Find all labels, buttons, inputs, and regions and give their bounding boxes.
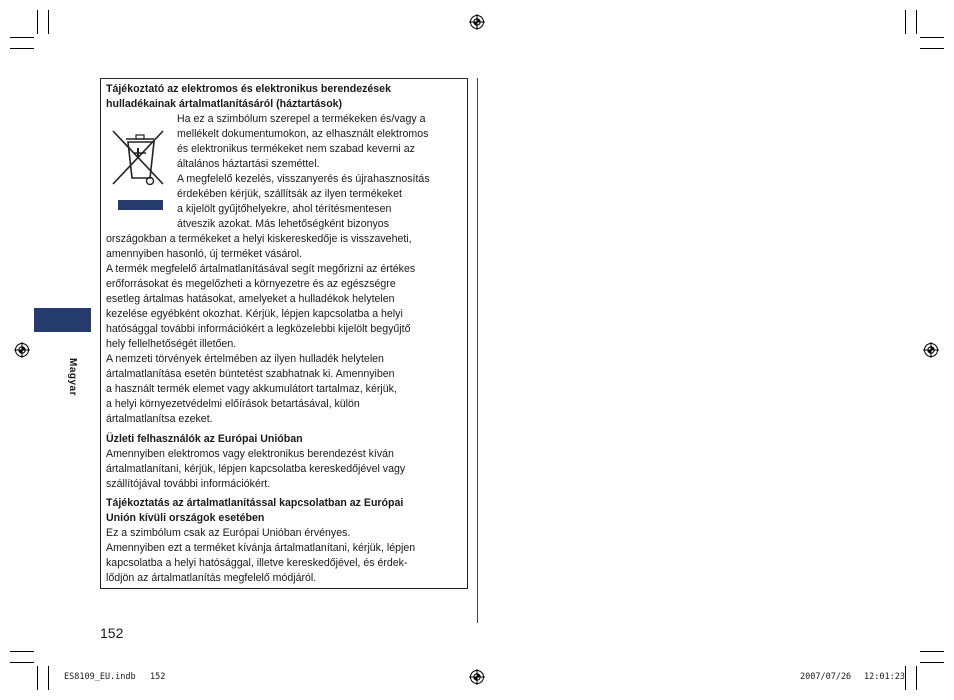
crop-mark (920, 662, 944, 663)
section-heading: Üzleti felhasználók az Európai Unióban (106, 433, 303, 445)
language-label: Magyar (67, 358, 78, 397)
crop-mark (48, 10, 49, 34)
registration-mark-icon (923, 342, 939, 358)
paragraph-line: lődjön az ártalmatlanítás megfelelő módjáról. (106, 572, 317, 584)
section-heading: Unión kívüli országok esetében (106, 512, 265, 524)
section-heading: hulladékainak ártalmatlanításáról (háztartások) (106, 98, 343, 110)
paragraph-line: a helyi környezetvédelmi előírások betartásával, külön (106, 398, 360, 410)
section-heading: Tájékoztatás az ártalmatlanítással kapcsolatban az Európai (106, 497, 404, 509)
paragraph-line: erőforrásokat és megelőzheti a környezetre és az egészségre (106, 278, 396, 290)
crop-mark (905, 666, 906, 690)
paragraph-line: A termék megfelelő ártalmatlanításával segít megőrizni az értékes (106, 263, 416, 275)
paragraph-line: átveszik azokat. Más lehetőségként bizonyos (177, 218, 389, 230)
paragraph-line: Amennyiben elektromos vagy elektronikus berendezést kíván (106, 448, 394, 460)
crop-mark (920, 48, 944, 49)
paragraph-line: szállítójával további információkért. (106, 478, 271, 490)
crop-mark (37, 10, 38, 34)
paragraph-line: amennyiben hasonló, új terméket vásárol. (106, 248, 303, 260)
registration-mark-icon (469, 14, 485, 30)
crop-mark (10, 37, 34, 38)
registration-mark-icon (469, 669, 485, 685)
crop-mark (48, 666, 49, 690)
footer-date: 2007/07/26 (800, 672, 852, 682)
crop-mark (905, 10, 906, 34)
paragraph-line: a használt termék elemet vagy akkumulátort tartalmaz, kérjük, (106, 383, 397, 395)
paragraph-line: hely fellelhetőségét illetően. (106, 338, 237, 350)
footer-file-name: ES8109_EU.indb (64, 672, 136, 682)
paragraph-line: Ez a szimbólum csak az Európai Unióban érvényes. (106, 527, 351, 539)
page-number: 152 (100, 625, 124, 641)
section-heading: Tájékoztató az elektromos és elektronikus berendezések (106, 83, 391, 95)
paragraph-line: érdekében kérjük, szállítsák az ilyen termékeket (177, 188, 402, 200)
paragraph-line: hatósággal további információkért a legközelebbi kijelölt begyűjtő (106, 323, 411, 335)
crop-mark (10, 662, 34, 663)
paragraph-line: esetleg ártalmas hatásokat, amelyeket a hulladékok helytelen (106, 293, 395, 305)
paragraph-line: a kijelölt gyűjtőhelyekre, ahol térítésmentesen (177, 203, 392, 215)
crop-mark (916, 10, 917, 34)
paragraph-line: ártalmatlanítsa ezeket. (106, 413, 213, 425)
language-tab (34, 308, 91, 332)
crop-mark (920, 651, 944, 652)
crop-mark (920, 37, 944, 38)
paragraph-line: mellékelt dokumentumokon, az elhasznált elektromos (177, 128, 429, 140)
paragraph-line: Ha ez a szimbólum szerepel a termékeken és/vagy a (177, 113, 426, 125)
crop-mark (37, 666, 38, 690)
paragraph-line: általános háztartási szeméttel. (177, 158, 320, 170)
crop-mark (916, 666, 917, 690)
paragraph-line: Amennyiben ezt a terméket kívánja ártalmatlanítani, kérjük, lépjen (106, 542, 416, 554)
footer-time: 12:01:23 (864, 672, 905, 682)
column-divider (477, 78, 478, 623)
paragraph-line: ártalmatlanítása esetén büntetést szabhatnak ki. Amennyiben (106, 368, 395, 380)
paragraph-line: A nemzeti törvények értelmében az ilyen hulladék helytelen (106, 353, 384, 365)
paragraph-line: A megfelelő kezelés, visszanyerés és újrahasznosítás (177, 173, 430, 185)
crop-mark (10, 651, 34, 652)
paragraph-line: országokban a termékeket a helyi kiskereskedője is visszaveheti, (106, 233, 412, 245)
crop-mark (10, 48, 34, 49)
paragraph-line: és elektronikus termékeket nem szabad keverni az (177, 143, 415, 155)
footer-page: 152 (150, 672, 166, 682)
paragraph-line: kapcsolatba a helyi hatósággal, illetve kereskedőjével, és érdek- (106, 557, 408, 569)
crossed-out-wheelie-bin-icon (110, 126, 166, 212)
paragraph-line: ártalmatlanítani, kérjük, lépjen kapcsolatba kereskedőjével vagy (106, 463, 406, 475)
registration-mark-icon (14, 342, 30, 358)
paragraph-line: kezelése egyébként okozhat. Kérjük, lépjen kapcsolatba a helyi (106, 308, 403, 320)
